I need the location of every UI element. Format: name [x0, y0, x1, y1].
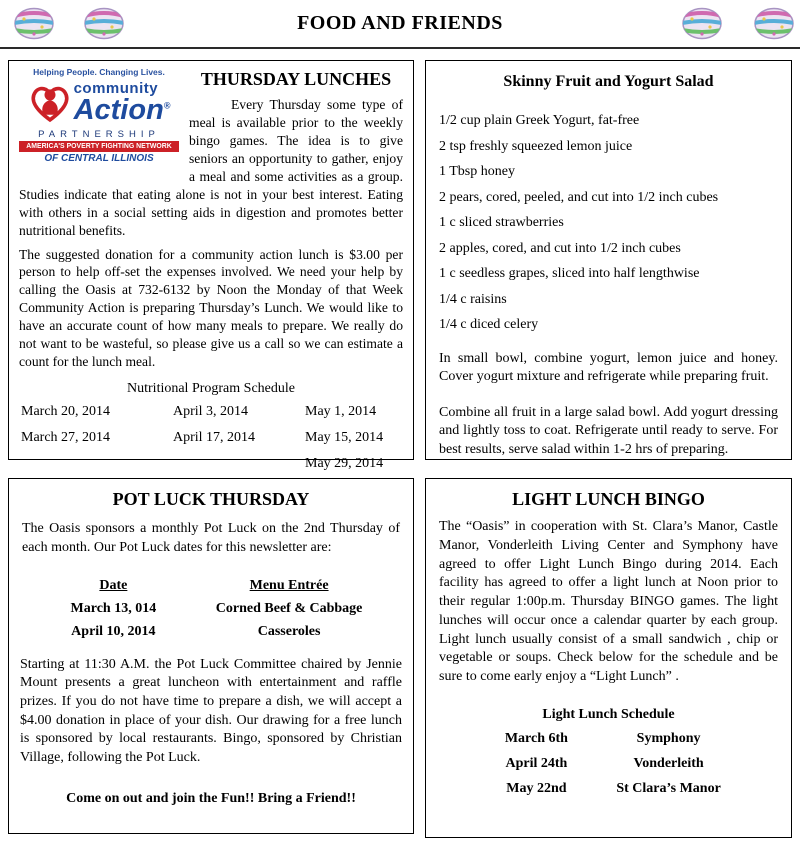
section-title-pot-luck: POT LUCK THURSDAY	[112, 489, 310, 509]
header-divider	[0, 47, 800, 49]
light-lunch-date: April 24th	[505, 755, 568, 771]
recipe-ingredient: 1/2 cup plain Greek Yogurt, fat-free	[439, 113, 640, 128]
light-lunch-bingo-section	[425, 478, 792, 838]
pot-luck-table	[35, 578, 386, 640]
thursday-lunches-section	[8, 60, 414, 471]
schedule-date: March 20, 2014	[21, 404, 111, 420]
logo-tagline: Helping People. Changing Lives.	[33, 67, 165, 77]
schedule-date: May 1, 2014	[305, 404, 377, 420]
recipe-section	[425, 60, 792, 460]
recipe-ingredient: 2 tsp freshly squeezed lemon juice	[439, 138, 633, 154]
schedule-date: April 17, 2014	[173, 429, 256, 445]
recipe-ingredient: 2 apples, cored, and cut into 1/2 inch cubes	[439, 240, 681, 256]
recipe-title: Skinny Fruit and Yogurt Salad	[503, 73, 714, 90]
community-action-logo	[19, 67, 179, 164]
schedule-date: May 29, 2014	[305, 455, 384, 471]
pot-luck-menu: Casseroles	[257, 623, 321, 639]
schedule-date: May 15, 2014	[305, 429, 384, 445]
recipe-ingredient: 1/4 c raisins	[439, 291, 507, 307]
light-lunch-schedule-title: Light Lunch Schedule	[542, 706, 675, 722]
pot-luck-intro: The Oasis sponsors a monthly Pot Luck on the 2nd Thursday of each month. Our Pot Luck dates for this newsletter are:	[22, 521, 400, 555]
schedule-date	[21, 451, 173, 477]
recipe-step-2: Combine all fruit in a large salad bowl. Add yogurt dressing and lightly toss to coat. Refrigerate until ready to serve. For best results, serve salad within 1-2 hrs of preparing.	[439, 404, 778, 457]
light-lunch-schedule-table	[476, 731, 740, 797]
recipe-ingredient: 1 c sliced strawberries	[439, 215, 564, 230]
light-lunch-facility: Symphony	[636, 730, 701, 746]
page-title: FOOD AND FRIENDS	[297, 12, 503, 34]
pot-luck-date: April 10, 2014	[71, 623, 156, 639]
light-lunch-date: March 6th	[504, 730, 568, 746]
pot-luck-paragraph: Starting at 11:30 A.M. the Pot Luck Committee chaired by Jennie Mount presents a great luncheon with entertainment and raffle prizes. If you do not have time to prepare a dish, we will accept a $4.00 donation in place of your dish. Our drawing for a free lunch is sponsored by local restaurants. Bingo, sponsored by Christian Village, following the Pot Luck.	[20, 656, 402, 765]
thursday-lunches-paragraph-2: The suggested donation for a community action lunch is $3.00 per person to help off-set the expenses involved. We need your help by calling the Oasis at 732-6132 by Noon the Monday of that Week Community Action is preparing Thursday’s Lunch. We would like to have an accurate count of how many meals to prepare. We really do not want to be wasteful, so please give us a call so we can estimate a count for the lunch meal.	[19, 246, 403, 370]
pot-luck-footer: Come on out and join the Fun!! Bring a Friend!!	[66, 791, 356, 807]
schedule-date: March 27, 2014	[21, 429, 111, 445]
pot-luck-menu: Corned Beef & Cabbage	[215, 600, 363, 616]
logo-action-text: Action®	[73, 94, 171, 126]
pot-luck-section	[8, 478, 414, 834]
light-lunch-paragraph: The “Oasis” in cooperation with St. Clara’s Manor, Castle Manor, Vonderleith Living Center and Symphony have agreed to offer Light Lunch Bingo during 2014. Each facility has agreed to offer a light lunch at Noon prior to their regular 1:00p.m. Thursday BINGO games. The light lunches will occur once a calendar quarter by each group. Light lunch usually consist of a small sandwich , chip or vegetable or soups. Check below for the schedule and be sure to come early enjoy a “Light Lunch” .	[439, 519, 778, 684]
registered-mark: ®	[163, 100, 171, 111]
pot-luck-date: March 13, 014	[70, 600, 157, 616]
logo-banner-text: AMERICA'S POVERTY FIGHTING NETWORK	[19, 141, 179, 152]
recipe-ingredient: 1 c seedless grapes, sliced into half lengthwise	[439, 266, 700, 281]
light-lunch-facility: St Clara’s Manor	[616, 780, 721, 796]
logo-community-text: community	[73, 80, 159, 97]
nutritional-schedule-title: Nutritional Program Schedule	[127, 381, 295, 397]
light-lunch-facility: Vonderleith	[633, 755, 704, 771]
recipe-ingredient: 2 pears, cored, peeled, and cut into 1/2 inch cubes	[439, 189, 719, 205]
schedule-date	[173, 451, 305, 477]
logo-region-text: OF CENTRAL ILLINOIS	[44, 153, 154, 164]
section-title-thursday-lunches: THURSDAY LUNCHES	[200, 69, 392, 89]
section-title-light-lunch-bingo: LIGHT LUNCH BINGO	[512, 489, 705, 509]
logo-wordmark	[74, 81, 171, 125]
recipe-ingredient: 1 Tbsp honey	[439, 164, 515, 179]
thursday-lunches-paragraph-1: Every Thursday some type of meal is available prior to the weekly bingo games. The idea is to give seniors an opportunity to gather, enjoy a meal and some activities as a group. Studies indicate that eating alone is not in your best interest. Eating with others in a social setting aids in digestion and promotes better nutritional benefits.	[19, 97, 403, 238]
schedule-date: April 3, 2014	[173, 404, 249, 420]
logo-partnership-text: PARTNERSHIP	[38, 129, 160, 140]
recipe-ingredient: 1/4 c diced celery	[439, 317, 539, 332]
light-lunch-date: May 22nd	[506, 780, 567, 796]
pot-luck-header-menu: Menu Entrée	[249, 577, 329, 593]
nutritional-schedule-table	[19, 399, 403, 477]
pot-luck-header-date: Date	[99, 577, 128, 593]
recipe-step-1: In small bowl, combine yogurt, lemon juice and honey. Cover yogurt mixture and refrigerate while preparing fruit.	[439, 351, 778, 385]
heart-person-icon	[28, 78, 72, 128]
